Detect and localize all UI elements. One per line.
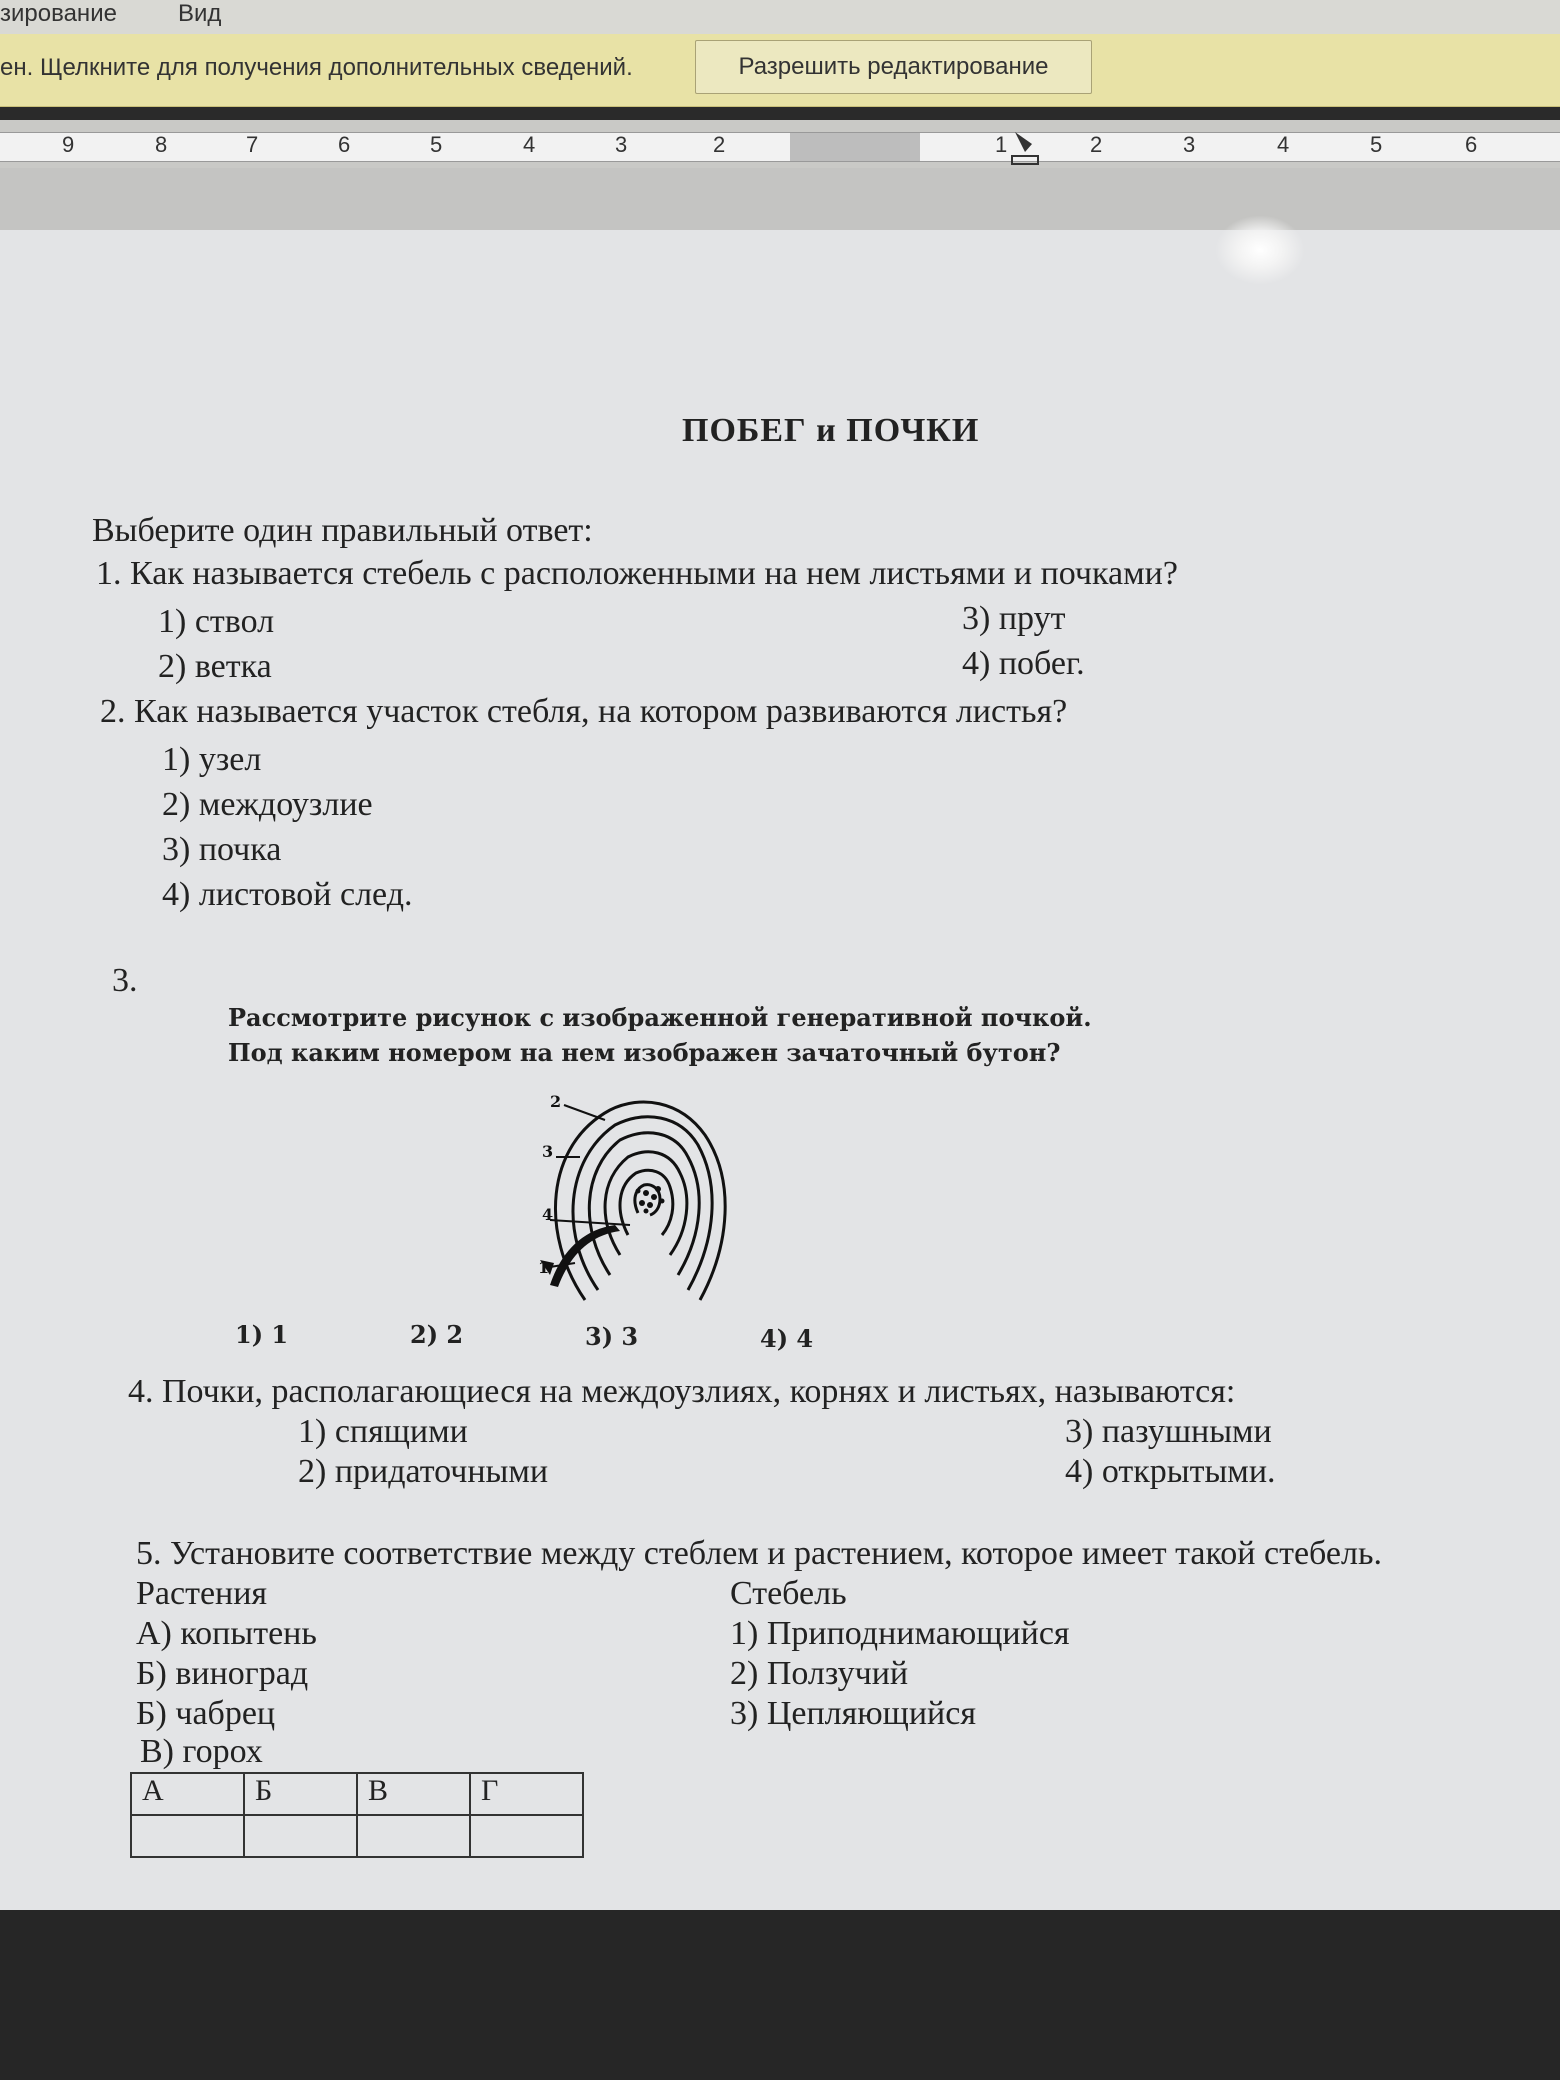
ruler-mark: 9 [62,132,75,157]
bud-label-3: 3 [542,1142,554,1161]
plant-item: Б) чабрец [136,1695,276,1732]
question-2: 2. Как называется участок стебля, на котором развиваются листья? [100,693,1068,730]
question-4: 4. Почки, располагающиеся на междоузлиях, корнях и листьях, называются: [128,1373,1236,1410]
q3-option-1: 1) 1 [235,1320,289,1349]
bud-label-4: 4 [542,1205,554,1224]
question-3-line-1: Рассмотрите рисунок с изображенной генеративной почкой. [228,1003,1092,1032]
bud-label-1: 1 [538,1258,550,1277]
ruler-mark: 3 [1183,132,1196,157]
q2-option-3: 3) почка [162,831,282,868]
ruler-mark: 5 [430,132,443,157]
workspace-gap [0,168,1560,230]
question-1: 1. Как называется стебель с расположенными на нем листьями и почками? [96,555,1178,592]
q4-option-1: 1) спящими [298,1413,468,1450]
screen-bezel [0,1910,1560,2080]
q3-option-3: 3) 3 [585,1322,639,1351]
menu-item-view[interactable]: Вид [178,0,222,27]
stem-item: 2) Ползучий [730,1655,909,1692]
plant-item: В) горох [140,1733,263,1770]
ruler-strip [0,132,1560,162]
ruler-mark: 4 [1277,132,1290,157]
q4-option-3: 3) пазушными [1065,1413,1272,1450]
ruler-mark: 7 [246,132,259,157]
ruler-mark: 3 [615,132,628,157]
menu-item-review[interactable]: зирование [0,0,117,27]
ruler-indent-icon[interactable] [1010,130,1040,166]
answer-input-cell[interactable] [244,1815,357,1857]
instruction-text: Выберите один правильный ответ: [92,512,593,549]
question-5: 5. Установите соответствие между стеблем и растением, которое имеет такой стебель. [136,1535,1382,1572]
q1-option-2: 2) ветка [158,648,272,685]
ruler-mark: 2 [713,132,726,157]
q4-option-2: 2) придаточными [298,1453,549,1490]
q2-option-2: 2) междоузлие [162,786,373,823]
ruler-mark: 6 [1465,132,1478,157]
q3-option-4: 4) 4 [760,1324,814,1353]
protected-view-message[interactable]: ен. Щелкните для получения дополнительных сведений. [0,54,633,81]
plants-heading: Растения [136,1575,268,1612]
ruler-mark: 4 [523,132,536,157]
enable-editing-button[interactable]: Разрешить редактирование [695,40,1092,94]
screen-glare [1215,215,1305,285]
answer-table [130,1772,584,1858]
bud-label-2: 2 [550,1092,562,1111]
generative-bud-figure [520,1085,760,1305]
answer-header-cell: В [357,1773,470,1815]
answer-input-cell[interactable] [131,1815,244,1857]
q3-option-2: 2) 2 [410,1320,464,1349]
stem-heading: Стебель [730,1575,847,1612]
horizontal-ruler[interactable] [0,120,1560,169]
stem-item: 1) Приподнимающийся [730,1615,1070,1652]
ruler-margin-area [790,133,920,161]
menu-bar [0,0,1560,34]
stem-item: 3) Цепляющийся [730,1695,976,1732]
answer-header-cell: Б [244,1773,357,1815]
answer-table-header-row [131,1773,583,1815]
answer-input-cell[interactable] [357,1815,470,1857]
answer-header-cell: Г [470,1773,583,1815]
q1-option-4: 4) побег. [962,645,1085,682]
q2-option-1: 1) узел [162,741,262,778]
answer-table-input-row [131,1815,583,1857]
ruler-mark: 8 [155,132,168,157]
plant-item: А) копытень [136,1615,317,1652]
ruler-mark: 5 [1370,132,1383,157]
question-3-line-2: Под каким номером на нем изображен зачаточный бутон? [228,1038,1061,1067]
question-3-number: 3. [112,962,138,999]
q4-option-4: 4) открытыми. [1065,1453,1276,1490]
ruler-mark: 1 [995,132,1008,157]
ruler-mark: 2 [1090,132,1103,157]
answer-header-cell: А [131,1773,244,1815]
bud-diagram [520,1085,760,1305]
answer-input-cell[interactable] [470,1815,583,1857]
document-title: ПОБЕГ и ПОЧКИ [682,412,980,449]
q1-option-3: 3) прут [962,600,1066,637]
protected-view-bar [0,34,1560,107]
ruler-mark: 6 [338,132,351,157]
q1-option-1: 1) ствол [158,603,275,640]
q2-option-4: 4) листовой след. [162,876,413,913]
plant-item: Б) виноград [136,1655,309,1692]
